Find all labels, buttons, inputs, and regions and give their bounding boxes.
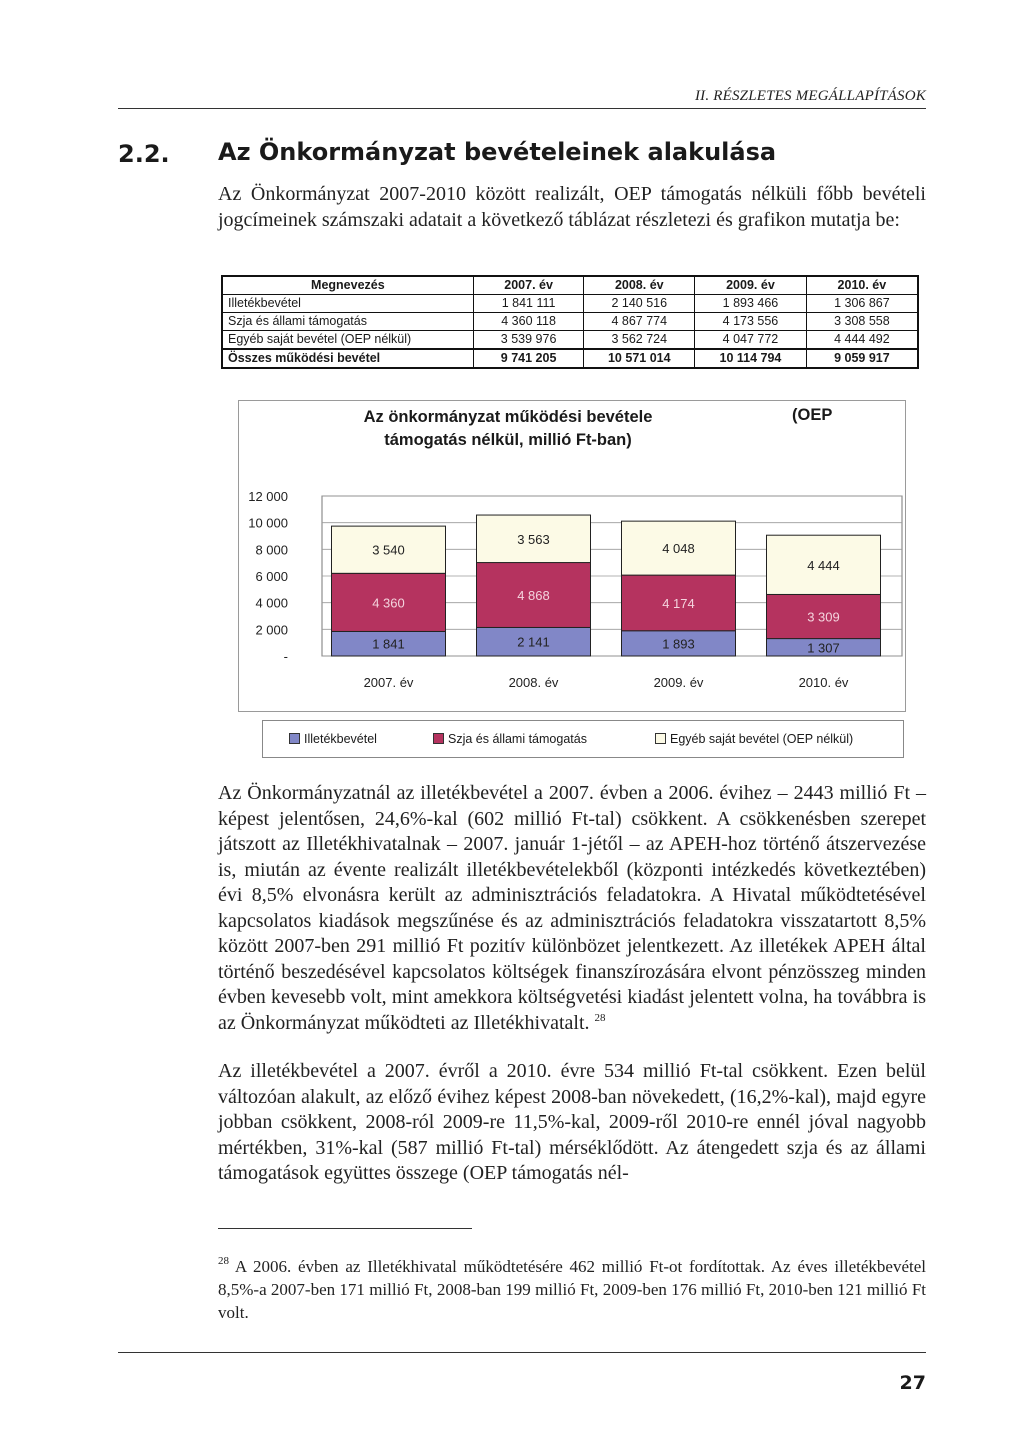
x-tick-label: 2007. év: [363, 675, 414, 690]
table-header-cell: 2008. év: [584, 276, 695, 295]
paragraph-text: Az Önkormányzatnál az illetékbevétel a 2007. évben a 2006. évihez – 2443 millió Ft – képest jelentősen, 24,6%-kal (602 millió Ft-tal) csökkent. A csökkenésben szerepet játszott az Illetékhivatalnak – 2007. január 1-jétől – az APEH-hoz történő átszervezése is, miután az évente realizált illetékbevételekből (központi intézkedés következtében) évi 8,5% elvonásra került az adminisztrációs feladatokra. A Hivatal működtetésével kapcsolatos kiadások megszűnése és az adminisztrációs feladatokra visszatartott 8,5% között 2007-ben 291 millió Ft pozitív különbözet jelentkezett. Az illetékek APEH által történő beszedésével kapcsolatos költségek finanszírozására elvont pénzösszeg minden évben kevesebb volt, mint amekkora költségvetési kiadást jelentett volna, ha továbbra is az Önkormányzat működteti az Illetékhivatalt.: [218, 782, 926, 1034]
y-tick-label: 4 000: [255, 595, 288, 611]
table-row-label: Szja és állami támogatás: [222, 313, 473, 331]
table-cell: 2 140 516: [584, 295, 695, 313]
table-row: [222, 331, 918, 350]
table-cell: 4 173 556: [695, 313, 807, 331]
y-tick-label: 8 000: [255, 542, 288, 558]
data-label: 4 444: [807, 557, 840, 573]
table-cell: 1 306 867: [806, 295, 918, 313]
chart-title-line: Az önkormányzat működési bevétele: [363, 408, 653, 426]
data-label: 4 868: [517, 588, 550, 603]
table-cell: 3 308 558: [806, 313, 918, 331]
legend-label: Egyéb saját bevétel (OEP nélkül): [670, 732, 854, 746]
stacked-bar-chart: [230, 480, 910, 710]
data-label: 2 141: [517, 634, 550, 650]
table-total-cell: 9 059 917: [806, 349, 918, 368]
table-row: [222, 313, 918, 331]
legend-swatch: [289, 733, 300, 744]
footnote-rule: [218, 1228, 472, 1229]
table-row: [222, 295, 918, 313]
table-total-row: [222, 349, 918, 368]
table-cell: 4 867 774: [584, 313, 695, 331]
table-header-row: [222, 276, 918, 295]
table-cell: 3 539 976: [473, 331, 584, 350]
data-label: 4 174: [662, 595, 695, 611]
data-label: 3 540: [372, 542, 405, 558]
x-tick-label: 2010. év: [798, 675, 849, 690]
table-cell: 4 360 118: [473, 313, 584, 331]
table-header-cell: 2007. év: [473, 276, 584, 295]
chart-title-line: támogatás nélkül, millió Ft-ban): [384, 431, 632, 449]
legend-item: [289, 732, 377, 746]
table-cell: 3 562 724: [584, 331, 695, 350]
y-tick-label: 6 000: [255, 569, 288, 584]
page-number: 27: [899, 1372, 926, 1394]
intro-paragraph: Az Önkormányzat 2007-2010 között realizált, OEP támogatás nélküli főbb bevételi jogcímeinek számszaki adatait a következő táblázat részletezi és grafikon mutatja be:: [218, 183, 926, 231]
table-total-cell: 10 114 794: [695, 349, 807, 368]
body-paragraph: [218, 781, 926, 1036]
table-total-cell: 9 741 205: [473, 349, 584, 368]
legend-label: Illetékbevétel: [304, 732, 377, 746]
table-header-cell: 2010. év: [806, 276, 918, 295]
y-tick-label: 10 000: [248, 515, 288, 531]
chart-legend: [262, 720, 904, 758]
data-label: 1 893: [662, 636, 695, 652]
chart-title: [290, 406, 726, 452]
table-total-label: Összes működési bevétel: [222, 349, 473, 368]
data-label: 1 307: [807, 640, 840, 656]
y-tick-label: 12 000: [248, 489, 288, 504]
table-cell: 4 444 492: [806, 331, 918, 350]
data-label: 4 048: [662, 541, 695, 557]
table-header-cell: 2009. év: [695, 276, 807, 295]
revenue-table: [221, 275, 919, 369]
table-cell: 1 841 111: [473, 295, 584, 313]
y-tick-label: 2 000: [255, 622, 288, 638]
y-tick-label: -: [283, 649, 288, 664]
table-header-cell: Megnevezés: [222, 276, 473, 295]
data-label: 4 360: [372, 595, 405, 611]
footnote-reference[interactable]: 28: [594, 1011, 606, 1024]
data-label: 3 563: [517, 531, 550, 547]
legend-swatch: [655, 733, 666, 744]
x-tick-label: 2009. év: [653, 675, 704, 690]
table-row-label: Egyéb saját bevétel (OEP nélkül): [222, 331, 473, 350]
table-total-cell: 10 571 014: [584, 349, 695, 368]
legend-item: [433, 732, 587, 746]
legend-label: Szja és állami támogatás: [448, 732, 587, 746]
chart-title-fragment: (OEP: [792, 406, 833, 424]
data-label: 1 841: [372, 636, 405, 652]
legend-swatch: [433, 733, 444, 744]
bottom-rule: [118, 1352, 926, 1353]
footnote-marker: 28: [218, 1255, 229, 1267]
legend-item: [655, 732, 853, 746]
section-number: 2.2.: [118, 140, 170, 168]
footnote: [218, 1255, 926, 1324]
data-label: 3 309: [807, 609, 840, 625]
header-rule: [118, 108, 926, 109]
body-paragraph: Az illetékbevétel a 2007. évről a 2010. évre 534 millió Ft-tal csökkent. Ezen belül változóan alakult, az előző évihez képest 2008-ban növekedett, (16,2%-kal), majd egyre jobban csökkent, 2008-ról 2009-re 11,5%-kal, 2009-ről 2010-re ennél jóval nagyobb mértékben, 31%-kal (587 millió Ft-tal) mérséklődött. Az átengedett szja és az állami támogatások együttes összege (OEP támogatás nél-: [218, 1060, 926, 1184]
x-tick-label: 2008. év: [508, 675, 559, 690]
running-header: II. RÉSZLETES MEGÁLLAPÍTÁSOK: [694, 88, 926, 104]
section-title: Az Önkormányzat bevételeinek alakulása: [218, 138, 777, 166]
table-cell: 4 047 772: [695, 331, 807, 350]
footnote-text: A 2006. évben az Illetékhivatal működtetésére 462 millió Ft-ot fordítottak. Az éves illetékbevétel 8,5%-a 2007-ben 171 millió Ft, 2008-ban 199 millió Ft, 2009-ben 176 millió Ft, 2010-ben 121 millió Ft volt.: [218, 1257, 926, 1322]
table-row-label: Illetékbevétel: [222, 295, 473, 313]
table-cell: 1 893 466: [695, 295, 807, 313]
